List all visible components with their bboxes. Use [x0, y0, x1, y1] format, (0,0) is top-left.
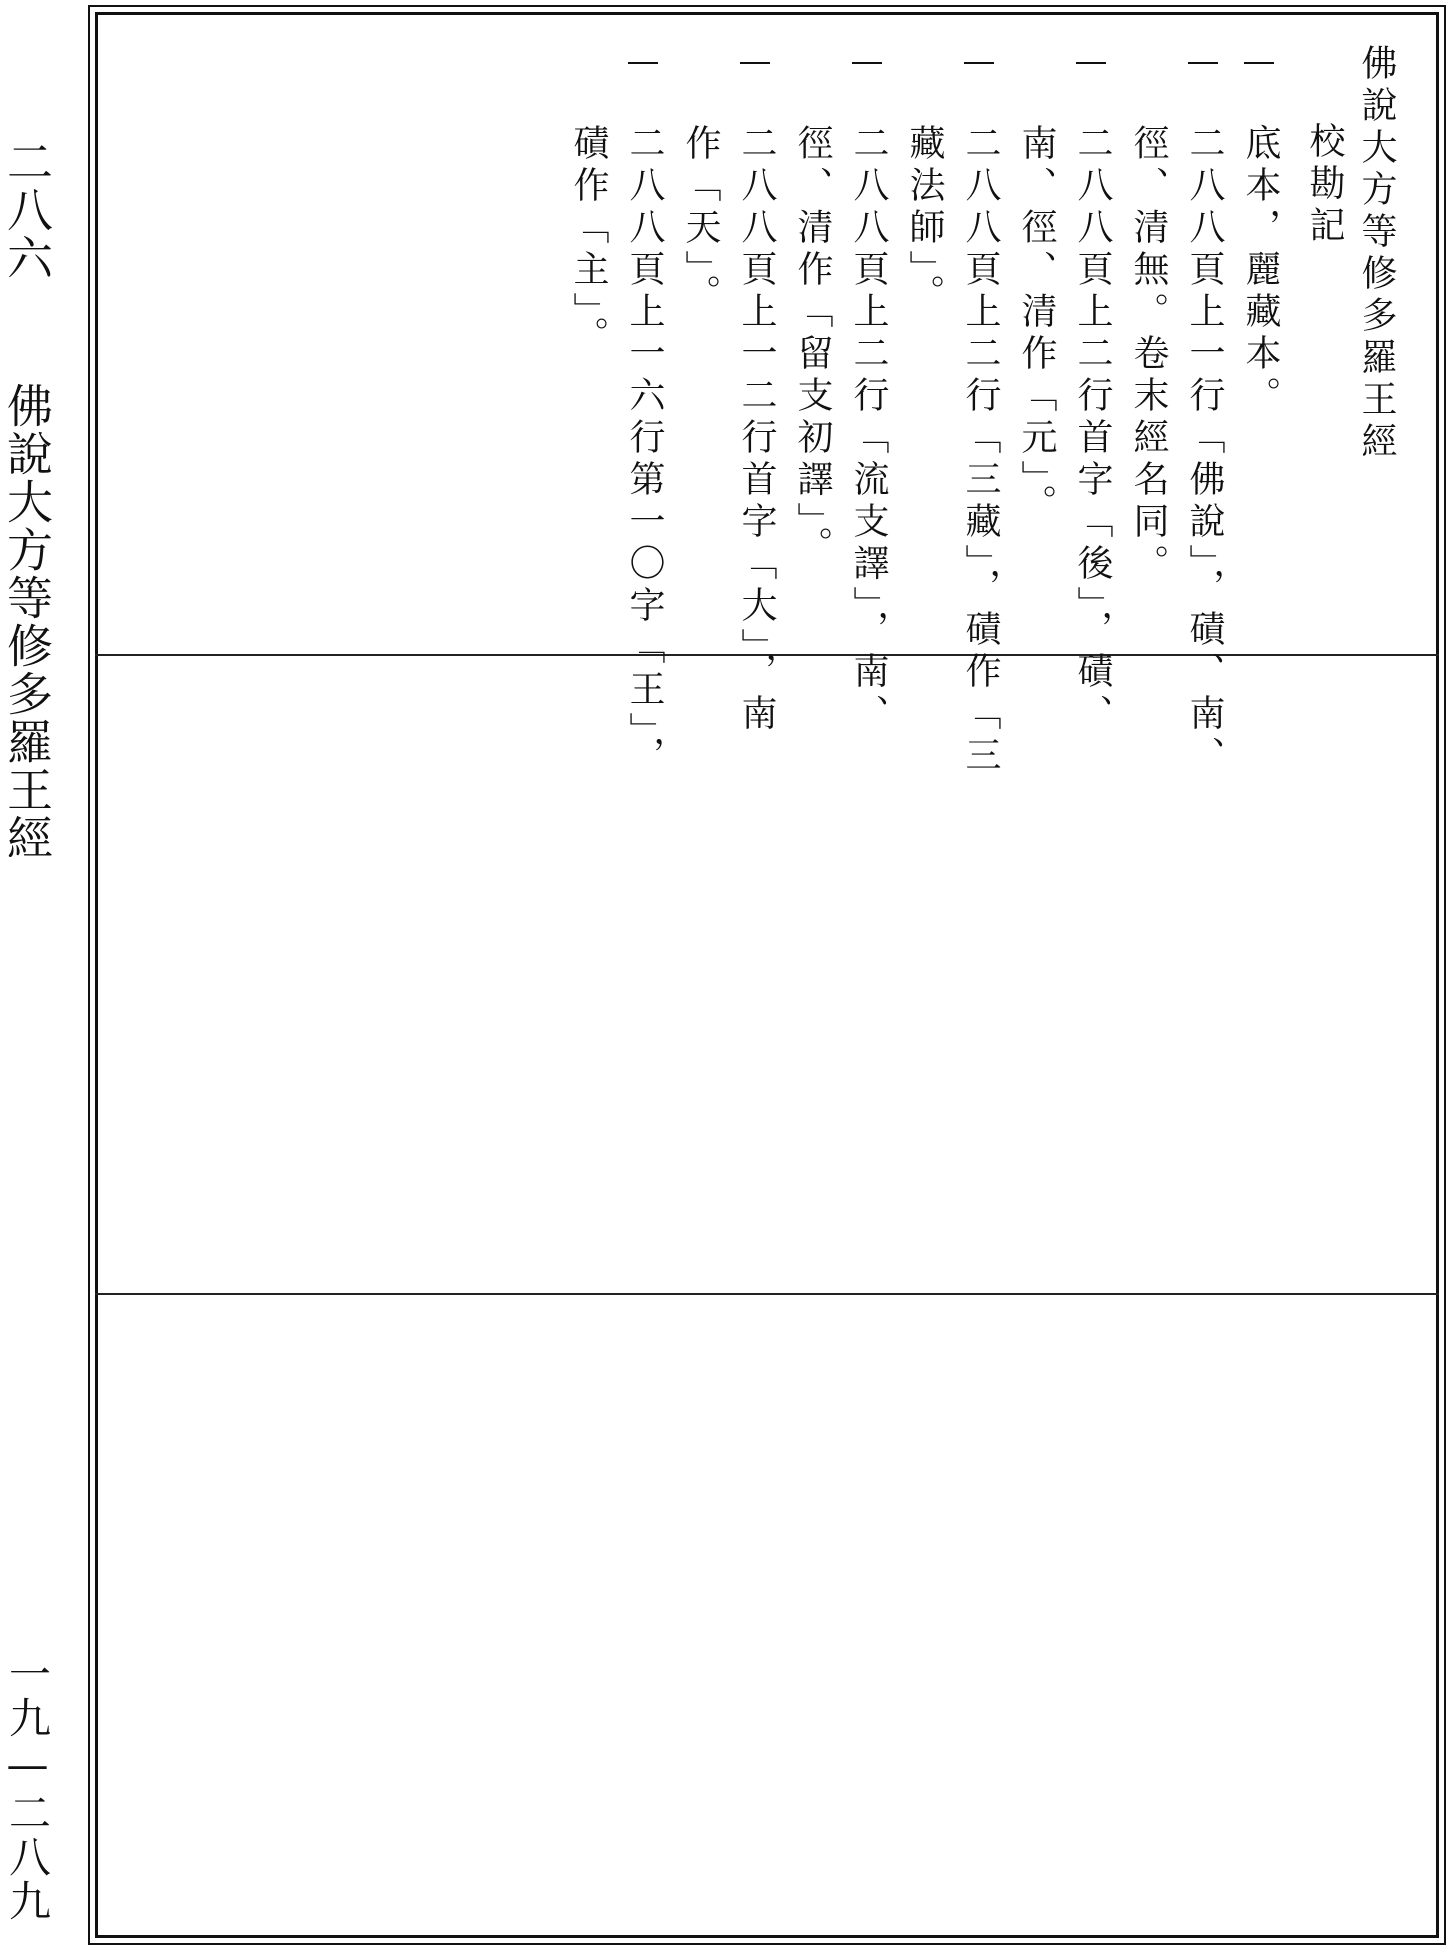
collation-note: 底本，麗藏本。 [1240, 124, 1281, 418]
collation-note: 二八八頁上二行首字「後」，磧、 [1072, 124, 1113, 736]
collation-note-continued: 南、徑、清作「元」。 [1016, 124, 1057, 526]
entry-marker [1244, 62, 1274, 64]
collation-note-continued: 徑、清無。卷末經名同。 [1128, 124, 1169, 586]
entry-marker [964, 62, 994, 64]
entry-marker [628, 62, 658, 64]
collation-note: 二八八頁上二行「流支譯」，南、 [848, 124, 889, 736]
entry-marker [1076, 62, 1106, 64]
entry-marker [740, 62, 770, 64]
collation-note: 二八八頁上一行「佛說」，磧、南、 [1184, 124, 1225, 778]
running-title-text: 佛說大方等修多羅王經 [0, 382, 54, 862]
folio-number: 一九—二八九 [3, 1652, 52, 1923]
running-title [0, 138, 54, 862]
collation-note-continued: 徑、清作「留支初譯」。 [792, 124, 833, 568]
entry-marker [1188, 62, 1218, 64]
collation-note-continued: 磧作「主」。 [568, 124, 609, 358]
entry-marker [852, 62, 882, 64]
collation-note: 二八八頁上一六行第一〇字「王」， [624, 124, 665, 778]
page-number: 二八六 [0, 138, 54, 282]
collation-note-continued: 作「天」。 [680, 124, 721, 316]
register-divider-bottom [95, 1293, 1439, 1295]
collation-note-continued: 藏法師」。 [904, 124, 945, 316]
collation-note: 二八八頁上一二行首字「大」，南 [736, 124, 777, 736]
sutra-title: 佛說大方等修多羅王經 [1356, 44, 1397, 464]
section-heading: 校勘記 [1304, 122, 1345, 248]
collation-note: 二八八頁上二行「三藏」，磧作「三 [960, 124, 1001, 778]
